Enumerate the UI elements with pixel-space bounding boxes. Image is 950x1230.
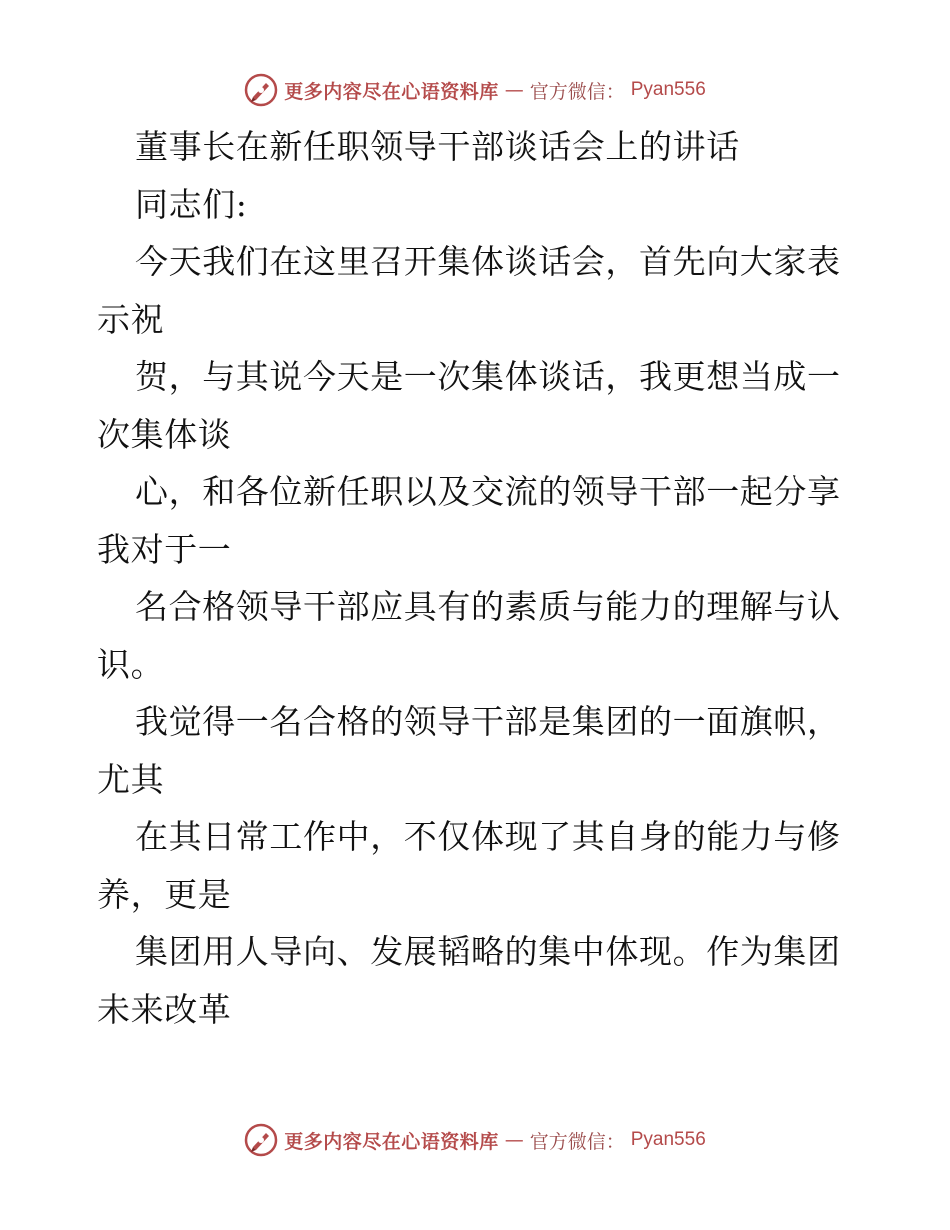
document-line: 集团用人导向、发展韬略的集中体现。作为集团 — [135, 932, 841, 971]
watermark-brand: 更多内容尽在心语资料库 — [284, 80, 499, 103]
document-line: 尤其 — [97, 759, 165, 799]
document-body — [97, 118, 857, 1038]
document-line: 养，更是 — [97, 874, 232, 914]
document-title: 董事长在新任职领导干部谈话会上的讲话 — [135, 127, 740, 166]
document-line: 识。 — [97, 644, 165, 684]
document-line: 我对于一 — [97, 529, 232, 569]
pen-logo-icon — [244, 73, 278, 107]
watermark-dash: — — [504, 79, 524, 101]
watermark-label: 官方微信： — [529, 1130, 625, 1153]
footer-watermark — [0, 1120, 950, 1160]
document-line: 示祝 — [97, 299, 165, 339]
watermark-brand: 更多内容尽在心语资料库 — [284, 1130, 499, 1153]
document-line: 在其日常工作中，不仅体现了其自身的能力与修 — [135, 817, 841, 856]
document-line: 今天我们在这里召开集体谈话会，首先向大家表 — [135, 242, 841, 281]
pen-logo-icon — [244, 1123, 278, 1157]
document-line: 同志们: — [135, 184, 248, 224]
document-line: 未来改革 — [97, 989, 232, 1029]
document-line: 贺，与其说今天是一次集体谈话，我更想当成一 — [135, 357, 841, 396]
document-line: 我觉得一名合格的领导干部是集团的一面旗帜， — [135, 702, 841, 741]
watermark-dash: — — [504, 1129, 524, 1151]
document-line: 心，和各位新任职以及交流的领导干部一起分享 — [135, 472, 841, 511]
watermark-label: 官方微信： — [529, 80, 625, 103]
document-line: 名合格领导干部应具有的素质与能力的理解与认 — [135, 587, 841, 626]
watermark-wechat-id: Pyan556 — [630, 1129, 706, 1150]
watermark-wechat-id: Pyan556 — [630, 79, 706, 100]
header-watermark — [0, 70, 950, 110]
document-line: 次集体谈 — [97, 414, 232, 454]
